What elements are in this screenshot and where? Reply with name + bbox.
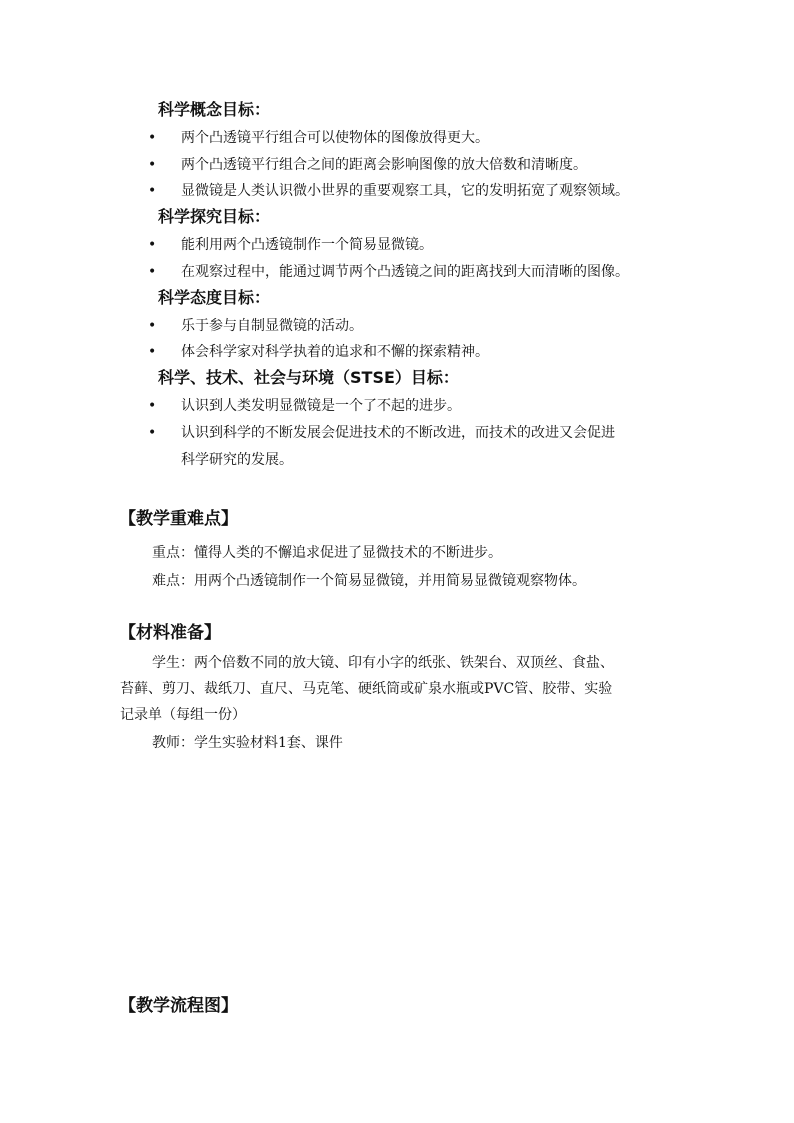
concept-objectives-heading: 科学概念目标：: [158, 100, 271, 119]
list-item-text: 体会科学家对科学执着的追求和不懈的探索精神。: [181, 344, 489, 360]
list-item-text: 认识到人类发明显微镜是一个了不起的进步。: [181, 398, 461, 414]
inquiry-objectives-heading: 科学探究目标：: [158, 207, 271, 226]
bullet-icon: •: [148, 157, 157, 173]
list-item-text: 两个凸透镜平行组合可以使物体的图像放得更大。: [181, 130, 489, 146]
list-item-text: 两个凸透镜平行组合之间的距离会影响图像的放大倍数和清晰度。: [181, 157, 587, 173]
bullet-icon: •: [148, 264, 157, 280]
list-item-text: 显微镜是人类认识微小世界的重要观察工具，它的发明拓宽了观察领域。: [181, 183, 629, 199]
bullet-icon: •: [148, 344, 157, 360]
list-item-text: 能利用两个凸透镜制作一个简易显微镜。: [181, 237, 433, 253]
bullet-icon: •: [148, 318, 157, 334]
bullet-icon: •: [148, 183, 157, 199]
student-materials-line: 苔藓、剪刀、裁纸刀、直尺、马克笔、硬纸筒或矿泉水瓶或PVC管、胶带、实验: [120, 681, 613, 697]
key-points-heading: 【教学重难点】: [119, 509, 238, 529]
student-materials-line: 记录单（每组一份）: [120, 707, 246, 723]
bullet-icon: •: [148, 425, 157, 441]
materials-heading: 【材料准备】: [119, 623, 221, 643]
bullet-icon: •: [148, 237, 157, 253]
stse-objectives-heading: 科学、技术、社会与环境（STSE）目标：: [158, 368, 459, 387]
attitude-objectives-heading: 科学态度目标：: [158, 288, 271, 307]
flowchart-heading: 【教学流程图】: [119, 996, 238, 1016]
list-item-text: 乐于参与自制显微镜的活动。: [181, 318, 363, 334]
bullet-icon: •: [148, 130, 157, 146]
list-item-text: 在观察过程中，能通过调节两个凸透镜之间的距离找到大而清晰的图像。: [181, 264, 629, 280]
list-item-continuation: 科学研究的发展。: [181, 452, 293, 468]
list-item-text: 认识到科学的不断发展会促进技术的不断改进，而技术的改进又会促进: [181, 425, 615, 441]
bullet-icon: •: [148, 398, 157, 414]
student-materials-line: 学生：两个倍数不同的放大镜、印有小字的纸张、铁架台、双顶丝、食盐、: [152, 655, 614, 671]
difficulty-text: 难点：用两个凸透镜制作一个简易显微镜，并用简易显微镜观察物体。: [152, 573, 586, 589]
teacher-materials-text: 教师：学生实验材料1套、课件: [152, 735, 343, 751]
focus-text: 重点：懂得人类的不懈追求促进了显微技术的不断进步。: [152, 545, 502, 561]
